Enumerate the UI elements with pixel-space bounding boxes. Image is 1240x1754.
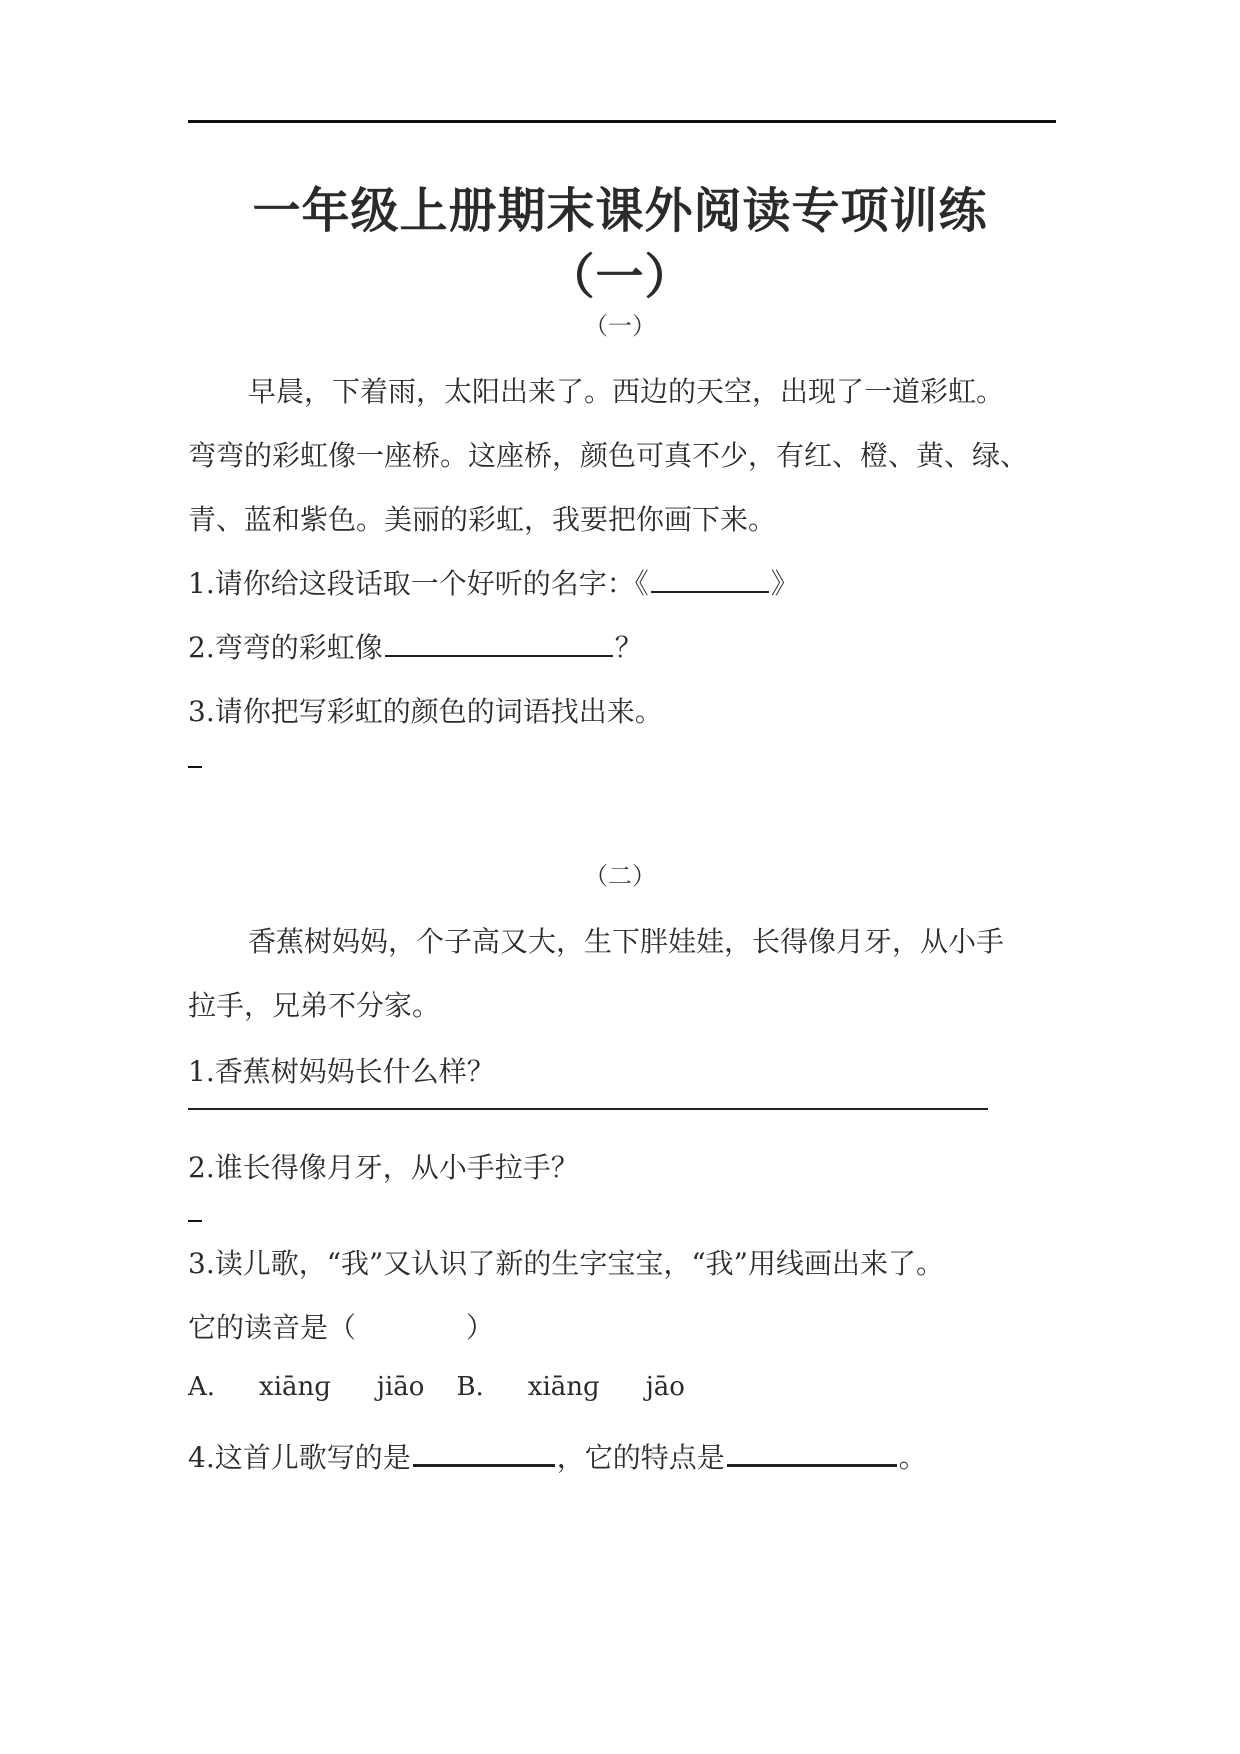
page-title: 一年级上册期末课外阅读专项训练 (252, 183, 988, 239)
question-1-2 (188, 626, 643, 666)
passage-1-line-1: 早晨，下着雨，太阳出来了。西边的天空，出现了一道彩虹。 (248, 375, 1005, 408)
option-b-pinyin-1: xiānɡ (527, 1372, 600, 1402)
answer-options (188, 1372, 685, 1402)
answer-line-banana[interactable] (188, 1108, 988, 1110)
question-1-1 (188, 562, 799, 602)
answer-blank-feature[interactable] (727, 1436, 897, 1467)
question-2-3: 3.读儿歌，“我”又认识了新的生字宝宝，“我”用线画出来了。 (188, 1247, 944, 1280)
passage-2-line-2: 拉手，兄弟不分家。 (188, 989, 441, 1022)
question-2-3-prompt (188, 1306, 494, 1346)
question-2-4-end: 。 (898, 1441, 927, 1474)
answer-line-colors[interactable] (188, 766, 202, 768)
question-1-2-mark: ？ (614, 631, 643, 664)
question-1-1-text: 1.请你给这段话取一个好听的名字：《 (188, 567, 649, 600)
option-b-label[interactable]: B. (456, 1372, 484, 1402)
passage-2-line-1: 香蕉树妈妈，个子高又大，生下胖娃娃，长得像月牙，从小手 (248, 925, 1005, 958)
question-2-4 (188, 1436, 927, 1476)
option-a-label[interactable]: A. (188, 1372, 216, 1402)
passage-1-line-2: 弯弯的彩虹像一座桥。这座桥，颜色可真不少，有红、橙、黄、绿、 (188, 439, 1029, 472)
question-1-1-close: 》 (770, 567, 799, 600)
answer-blank-rainbow[interactable] (385, 627, 613, 657)
question-2-4-middle: ，它的特点是 (556, 1441, 725, 1474)
question-1-2-text: 2.弯弯的彩虹像 (188, 631, 383, 664)
answer-blank-subject[interactable] (413, 1436, 555, 1467)
question-2-1: 1.香蕉树妈妈长什么样？ (188, 1055, 495, 1088)
answer-line-moon[interactable] (188, 1220, 202, 1222)
option-a-pinyin-2: jiāo (376, 1372, 425, 1402)
option-a-pinyin-1: xiānɡ (259, 1372, 331, 1402)
question-2-2: 2.谁长得像月牙，从小手拉手？ (188, 1151, 579, 1184)
passage-1-line-3: 青、蓝和紫色。美丽的彩虹，我要把你画下来。 (188, 503, 777, 536)
section-heading-2: （二） (584, 862, 656, 890)
answer-blank-title[interactable] (651, 563, 769, 593)
section-heading-1: （一） (584, 312, 656, 340)
question-2-3-text: 它的读音是（ (188, 1311, 357, 1344)
question-2-3-close: ） (466, 1311, 495, 1344)
page-title-number: （一） (546, 249, 694, 305)
question-2-4-text: 4.这首儿歌写的是 (188, 1441, 411, 1474)
header-rule (188, 120, 1056, 123)
option-b-pinyin-2: jāo (645, 1372, 685, 1402)
question-1-3: 3.请你把写彩虹的颜色的词语找出来。 (188, 695, 663, 728)
